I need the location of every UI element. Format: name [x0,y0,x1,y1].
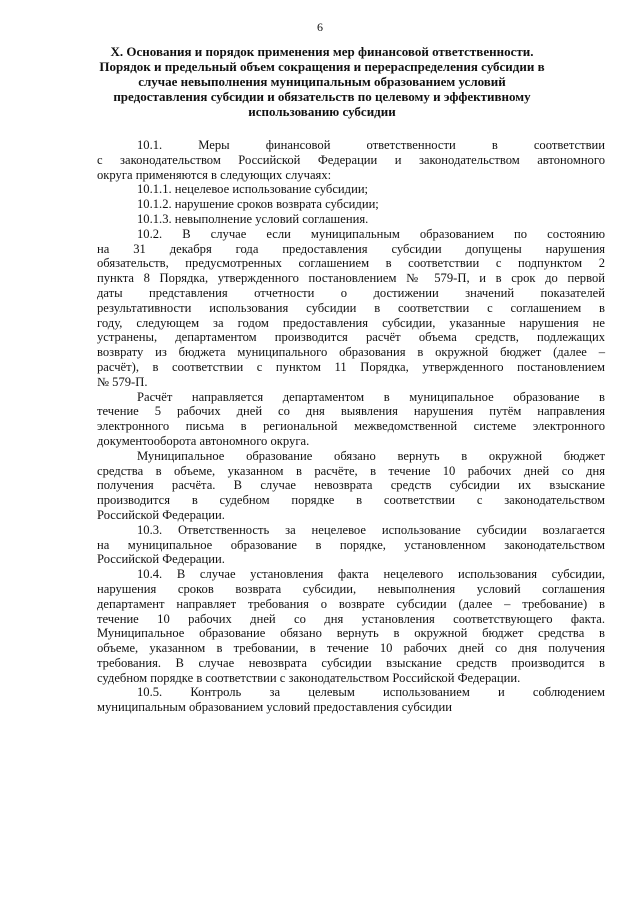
text-line: Расчёт направляется департаментом в муниципальное образование в [137,389,605,404]
text-line: требования. В случае невозврата субсидии взыскание средств производится в [97,655,605,670]
text-line: документооборота автономного округа. [97,433,310,448]
text-line: результативности использования субсидии в соответствии с соглашением в [97,300,605,315]
section-heading [92,44,552,119]
paragraph [97,227,605,390]
paragraph [97,212,605,227]
text-line: Российской Федерации. [97,552,225,567]
page-number: 6 [317,20,323,34]
text-line: 10.3. Ответственность за нецелевое использование субсидии возлагается [137,522,605,537]
text-line: округа применяются в следующих случаях: [97,167,332,182]
text-line: 10.2. В случае если муниципальным образованием по состоянию [137,226,605,241]
text-line: 10.5. Контроль за целевым использованием и соблюдением [137,685,605,700]
text-line: устранены, департаментом производится расчёт объема средств, подлежащих [97,330,605,345]
text-line: объеме, указанном в требовании, в течение 10 рабочих дней со дня получения [97,641,605,656]
text-line: Российской Федерации. [97,507,225,522]
text-line: 10.1. Меры финансовой ответственности в соответствии [137,138,605,152]
heading-line: X. Основания и порядок применения мер финансовой ответственности. [110,44,534,59]
text-line: с законодательством Российской Федерации и законодательством автономного [97,152,605,167]
paragraph [97,197,605,212]
text-line: течение 5 рабочих дней со дня выявления нарушения путём направления [97,404,605,419]
paragraph [97,449,605,523]
text-line: даты представления отчетности о достижении значений показателей [97,285,605,300]
body-text [97,138,605,715]
heading-line: случае невыполнения муниципальным образованием условий [138,74,506,89]
text-line: № 579-П. [97,374,148,389]
text-line: электронного письма в региональной межведомственной системе электронного [97,419,605,434]
text-line: обязательств, предусмотренных соглашением в соответствии с подпунктом 2 [97,256,605,271]
text-line: судебном порядке в соответствии с законодательством Российской Федерации. [97,670,521,685]
paragraph [97,685,605,715]
text-line: получения расчёта. В случае невозврата средств субсидии их взыскание [97,478,605,493]
heading-line: использованию субсидии [248,104,396,119]
paragraph [97,567,605,685]
paragraph [97,182,605,197]
text-line: муниципальным образованием условий предоставления субсидии [97,700,452,715]
text-line: Муниципальное образование обязано вернуть в окружной бюджет средства в [97,626,605,641]
text-line: 10.1.3. невыполнение условий соглашения. [137,211,369,226]
paragraph [97,390,605,449]
text-line: течение 10 рабочих дней со дня установления соответствующего факта. [97,611,605,626]
heading-line: Порядок и предельный объем сокращения и перераспределения субсидии в [99,59,545,74]
text-line: 10.1.1. нецелевое использование субсидии; [137,182,369,197]
paragraph [97,138,605,182]
text-line: департамент направляет требования о возврате субсидии (далее – требование) в [97,596,605,611]
text-line: 10.4. В случае установления факта нецелевого использования субсидии, [137,567,605,582]
text-line: средства в объеме, указанном в расчёте, в течение 10 рабочих дней со дня [97,463,605,478]
text-line: расчёт), в соответствии с пунктом 11 Порядка, утвержденного постановлением [97,359,605,374]
text-line: на 31 декабря года предоставления субсидии допущены нарушения [97,241,605,256]
text-line: производится в судебном порядке в соответствии с законодательством [97,493,605,508]
paragraph [97,523,605,567]
text-line: году, следующем за годом предоставления субсидии, указанные нарушения не [97,315,605,330]
text-line: пункта 8 Порядка, утвержденного постановлением № 579-П, и в срок до первой [97,271,605,286]
text-line: возврату из бюджета муниципального образования в окружной бюджет (далее – [97,345,605,360]
heading-line: предоставления субсидии и обязательств по целевому и эффективному [113,89,531,104]
text-line: на муниципальное образование в порядке, установленном законодательством [97,537,605,552]
text-line: нарушения сроков возврата субсидии, невыполнения условий соглашения [97,581,605,596]
text-line: Муниципальное образование обязано вернуть в окружной бюджет [137,448,605,463]
text-line: 10.1.2. нарушение сроков возврата субсидии; [137,197,379,212]
